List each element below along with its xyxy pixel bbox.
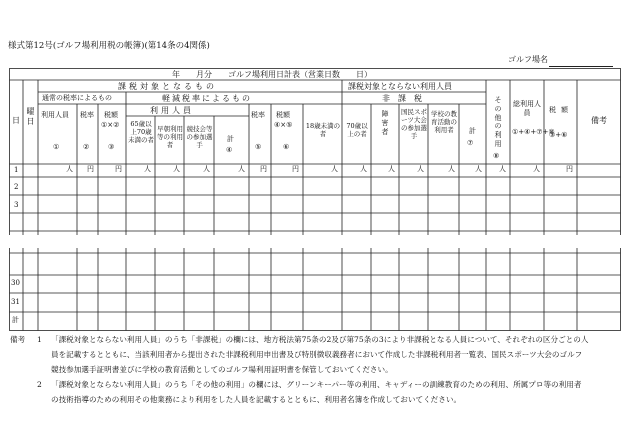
table-title: 年 月分 ゴルフ場利用日計表（営業日数 日） xyxy=(172,70,372,79)
subtotal-4-number: ④ xyxy=(226,146,233,154)
unit-label: 人 xyxy=(203,165,210,173)
unit-label: 人 xyxy=(475,165,482,173)
reduced-rate-header: 軽減税率によるもの xyxy=(162,94,252,103)
row-day-30: 30 xyxy=(11,279,20,287)
unit-label: 円 xyxy=(292,165,299,173)
note-2-number: 2 xyxy=(37,380,42,389)
unit-label: 円 xyxy=(115,165,122,173)
competition-players-header: 競技会等の参加選手 xyxy=(186,125,213,150)
unit-label: 人 xyxy=(499,165,506,173)
golf-course-label: ゴルフ場名 xyxy=(508,55,548,64)
subtotal-4-header: 計 xyxy=(227,135,234,143)
unit-label: 人 xyxy=(533,165,540,173)
tax-rate-1-number: ② xyxy=(83,143,90,151)
note-2-line-1: 「課税対象とならない利用人員」のうち「その他の利用」の欄には、グリーンキーパー等の利用、キャディーの訓練教育のための利用、所属プロ等の利用者 xyxy=(51,380,582,389)
row-day-1: 1 xyxy=(14,166,19,174)
exempt-header: 非課税 xyxy=(382,94,430,103)
row-day-2: 2 xyxy=(14,183,19,191)
tax-rate-5-number: ⑤ xyxy=(255,143,262,151)
tax-amount-6-formula: ④×⑤ xyxy=(274,121,293,129)
under18-header: 18歳未満の者 xyxy=(305,122,341,139)
tax-amount-6-number: ⑥ xyxy=(283,143,290,151)
note-2-line-2: の技術指導のための利用その他業務により利用をした人員を記載するとともに、利用者名簿を作成しておいてください。 xyxy=(51,395,462,404)
total-tax-formula: ③+⑥ xyxy=(549,131,568,139)
unit-label: 円 xyxy=(87,165,94,173)
other-use-header: その他の利用 xyxy=(494,96,502,148)
taxable-group-header: 課税対象となるもの xyxy=(118,82,217,91)
unit-label: 円 xyxy=(566,165,573,173)
tax-amount-1-number: ③ xyxy=(108,143,115,151)
national-sports-header: 国民スポーツ大会の参加選手 xyxy=(401,108,427,141)
unit-label: 人 xyxy=(448,165,455,173)
subtotal-7-header: 計 xyxy=(469,127,476,135)
row-day-3: 3 xyxy=(14,201,19,209)
form-title: 様式第12号(ゴルフ場利用税の帳簿)(第14条の4関係) xyxy=(8,41,210,51)
day-header: 日 xyxy=(12,116,20,125)
age65-header: 65歳以上70歳未満の者 xyxy=(128,120,154,145)
unit-label: 人 xyxy=(238,165,245,173)
unit-label: 人 xyxy=(388,165,395,173)
over70-header: 70歳以上の者 xyxy=(346,122,368,139)
unit-label: 円 xyxy=(260,165,267,173)
unit-label: 人 xyxy=(144,165,151,173)
notes-label: 備考 xyxy=(10,335,26,344)
tax-rate-1-header: 税率 xyxy=(80,111,94,119)
unit-label: 人 xyxy=(417,165,424,173)
note-1-line-2: 員を記載するとともに、当該利用者から提出された非課税利用申出書及び特別徴収義務者において作成した非課税利用者一覧表、国民スポーツ大会のゴルフ xyxy=(51,350,583,359)
users-normal-number: ① xyxy=(53,143,60,151)
tax-rate-5-header: 税率 xyxy=(251,111,265,119)
total-users-header: 総利用人員 xyxy=(513,100,541,117)
early-morning-header: 早朝利用等の利用者 xyxy=(157,125,183,150)
total-users-formula: ①+④+⑦+⑧ xyxy=(512,128,555,136)
users-reduced-header: 利用人員 xyxy=(150,106,194,115)
tax-amount-1-formula: ①×② xyxy=(101,121,120,129)
note-1-line-3: 競技参加選手証明書並びに学校の教育活動としてのゴルフ場利用証明書を保管しておいてください。 xyxy=(51,365,393,374)
total-tax-header: 税額 xyxy=(549,106,573,114)
weekday-header: 曜日 xyxy=(26,107,35,126)
remarks-header: 備考 xyxy=(591,116,607,125)
unit-label: 人 xyxy=(173,165,180,173)
normal-rate-header: 通常の税率によるもの xyxy=(42,94,112,102)
tax-amount-6-header: 税額 xyxy=(276,111,290,119)
row-total: 計 xyxy=(12,316,19,324)
row-day-31: 31 xyxy=(11,298,20,306)
disabled-header: 障害者 xyxy=(381,110,389,136)
nontaxable-group-header: 課税対象とならない利用人員 xyxy=(348,82,452,91)
note-1-number: 1 xyxy=(37,335,42,344)
unit-label: 人 xyxy=(360,165,367,173)
note-1-line-1: 「課税対象とならない利用人員」のうち「非課税」の欄には、地方税法第75条の2及び第75条の3により非課税となる人員について、それぞれの区分ごとの人 xyxy=(51,335,589,344)
tax-amount-1-header: 税額 xyxy=(104,111,118,119)
users-normal-header: 利用人員 xyxy=(41,111,69,119)
other-use-number: ⑧ xyxy=(493,152,500,160)
subtotal-7-number: ⑦ xyxy=(467,139,474,147)
unit-label: 人 xyxy=(66,165,73,173)
unit-label: 人 xyxy=(331,165,338,173)
school-education-header: 学校の教育活動の利用者 xyxy=(431,110,457,135)
